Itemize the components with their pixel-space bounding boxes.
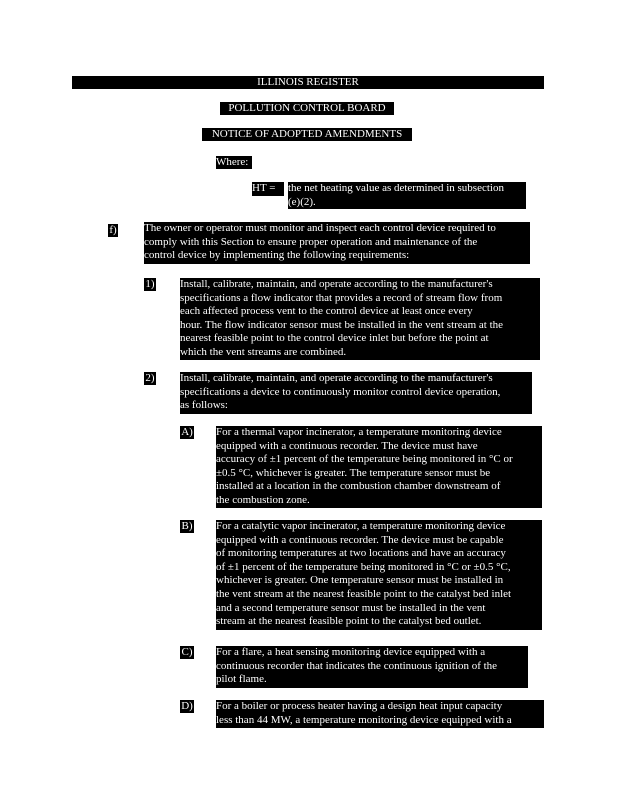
subitem-b-line: whichever is greater. One temperature sensor must be installed in xyxy=(216,574,504,587)
subitem-a-label: A) xyxy=(181,426,193,438)
subitem-a-line: ±0.5 °C, whichever is greater. The temperature sensor must be xyxy=(216,466,491,479)
item-1-line: nearest feasible point to the control device inlet but before the point at xyxy=(180,332,489,345)
item-2-line: as follows: xyxy=(180,399,228,412)
subitem-b-line: For a catalytic vapor incinerator, a temperature monitoring device xyxy=(216,520,506,532)
subitem-b-line: of ±1 percent of the temperature being monitored in °C or ±0.5 °C, xyxy=(216,560,511,573)
subitem-a-line: equipped with a continuous recorder. The device must have xyxy=(216,439,478,452)
subitem-c-line: For a flare, a heat sensing monitoring device equipped with a xyxy=(216,646,486,658)
subitem-b-line: equipped with a continuous recorder. The device must be capable xyxy=(216,533,504,546)
subitem-c-line: continuous recorder that indicates the continuous ignition of the xyxy=(216,659,498,672)
item-1-line: specifications a flow indicator that provides a record of stream flow from xyxy=(180,291,503,304)
subitem-b-line: the vent stream at the nearest feasible point to the catalyst bed inlet xyxy=(216,587,512,600)
subitem-b-label: B) xyxy=(181,520,193,532)
definition-symbol: HT = xyxy=(252,182,284,196)
subitem-b-text xyxy=(216,520,542,630)
subitem-a-line: the combustion zone. xyxy=(216,493,310,506)
item-1-line: which the vent streams are combined. xyxy=(180,345,347,358)
subitem-a-line: For a thermal vapor incinerator, a temperature monitoring device xyxy=(216,426,502,438)
subitem-a-line: installed at a location in the combustion chamber downstream of xyxy=(216,480,501,493)
definition-text xyxy=(288,182,526,209)
section-f-text xyxy=(144,222,530,264)
subitem-c-line: pilot flame. xyxy=(216,673,267,686)
subitem-b-line: and a second temperature sensor must be installed in the vent xyxy=(216,601,486,614)
item-1-text xyxy=(180,278,540,360)
notice-title: NOTICE OF ADOPTED AMENDMENTS xyxy=(202,128,412,141)
subitem-c-text xyxy=(216,646,528,688)
item-1-line: hour. The flow indicator sensor must be installed in the vent stream at the xyxy=(180,318,504,331)
section-f-line: comply with this Section to ensure proper operation and maintenance of the xyxy=(144,235,478,248)
definition-line: (e)(2). xyxy=(288,195,316,208)
subitem-a-text xyxy=(216,426,542,508)
item-1-line: each affected process vent to the control device at least once every xyxy=(180,305,473,318)
subitem-d-text xyxy=(216,700,544,728)
item-2-line: specifications a device to continuously monitor control device operation, xyxy=(180,385,501,398)
subitem-d-line: less than 44 MW, a temperature monitoring device equipped with a xyxy=(216,713,512,726)
item-1-label: 1) xyxy=(145,278,155,290)
subitem-c-label: C) xyxy=(181,646,193,658)
item-2-line: Install, calibrate, maintain, and operate according to the manufacturer's xyxy=(180,372,493,384)
subitem-b-line: of monitoring temperatures at two locations and have an accuracy xyxy=(216,547,506,560)
header-rule xyxy=(72,88,544,89)
item-1-line: Install, calibrate, maintain, and operate according to the manufacturer's xyxy=(180,278,493,290)
board-title: POLLUTION CONTROL BOARD xyxy=(220,102,394,115)
subitem-a-line: accuracy of ±1 percent of the temperature being monitored in °C or xyxy=(216,453,513,466)
subitem-d-line: For a boiler or process heater having a design heat input capacity xyxy=(216,700,503,712)
subitem-b-line: stream at the nearest feasible point to the catalyst bed outlet. xyxy=(216,615,482,628)
where-label: Where: xyxy=(216,156,252,169)
item-2-text xyxy=(180,372,532,414)
section-f-line: control device by implementing the following requirements: xyxy=(144,249,410,262)
section-f-line: The owner or operator must monitor and inspect each control device required to xyxy=(144,222,496,234)
section-f-label: f) xyxy=(109,224,117,236)
register-title: ILLINOIS REGISTER xyxy=(72,76,544,88)
definition-line: the net heating value as determined in subsection xyxy=(288,182,504,194)
subitem-d-label: D) xyxy=(181,700,193,712)
item-2-label: 2) xyxy=(145,372,155,384)
